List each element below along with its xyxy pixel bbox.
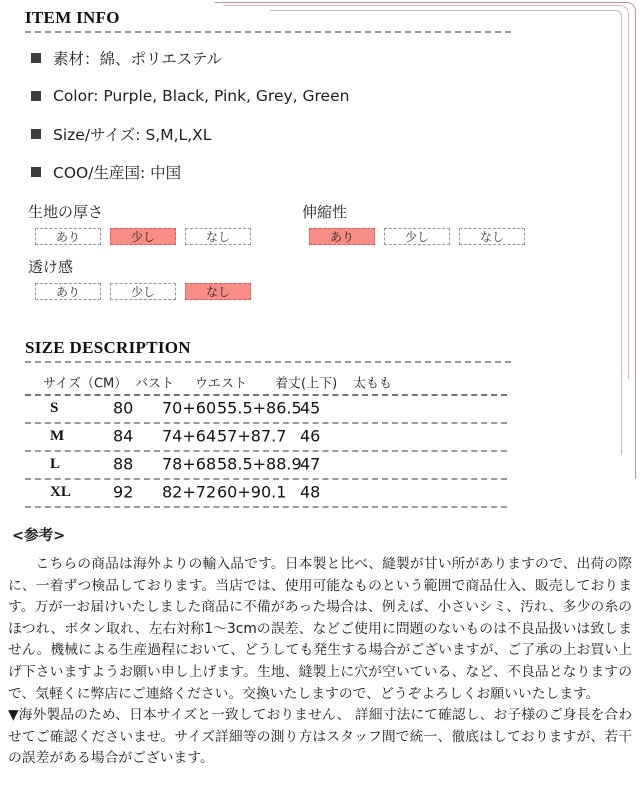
attr-option-selected: 少し — [110, 228, 176, 245]
size-table-header-row — [25, 371, 507, 396]
size-table-row-s — [25, 396, 507, 424]
attr-option: あり — [35, 228, 101, 245]
attr-option-selected: なし — [185, 283, 251, 300]
size-table-cell: 70+60 — [162, 398, 217, 418]
size-table-cell: 74+64 — [162, 426, 217, 446]
size-table-cell: 55.5+86.5 — [217, 398, 302, 418]
attr-label: 伸縮性 — [302, 203, 348, 221]
size-table-cell: 45 — [300, 398, 321, 418]
square-bullet-icon — [31, 91, 41, 101]
size-table-cell: M — [50, 427, 65, 444]
size-table-row-l — [25, 452, 507, 480]
item-info-title: ITEM INFO — [25, 8, 511, 33]
square-bullet-icon — [31, 167, 41, 177]
bullet-item-label: Size/サイズ: S,M,L,XL — [53, 126, 212, 144]
attr-options — [302, 228, 640, 245]
size-table-cell: 48 — [300, 482, 321, 502]
size-table-cell: XL — [50, 483, 71, 500]
attr-label: 透け感 — [28, 258, 74, 276]
attr-option-selected: あり — [309, 228, 375, 245]
square-bullet-icon — [31, 53, 41, 63]
attr-group-stretch — [302, 201, 640, 245]
reference-section — [8, 524, 632, 770]
bullet-item-label: Color: Purple, Black, Pink, Grey, Green — [53, 87, 350, 105]
item-info-list — [31, 49, 511, 181]
size-table-header: 太もも — [353, 376, 393, 392]
size-table-header: サイズ（CM） — [43, 376, 128, 392]
size-description-section — [25, 338, 511, 508]
attr-group-sheerness — [28, 256, 302, 300]
size-table — [25, 371, 507, 508]
bullet-item-material — [31, 49, 511, 67]
attr-option: なし — [459, 228, 525, 245]
size-table-cell: L — [50, 455, 61, 472]
size-table-header: バスト — [135, 376, 175, 392]
size-table-cell: 57+87.7 — [217, 426, 287, 446]
reference-title: <参考> — [12, 528, 66, 544]
attr-label: 生地の厚さ — [28, 203, 104, 221]
bullet-item-coo — [31, 163, 511, 181]
bullet-item-label: 素材：綿、ポリエステル — [53, 50, 223, 68]
size-table-cell: 80 — [113, 398, 134, 418]
reference-paragraph: こちらの商品は海外よりの輸入品です。日本製と比べ、縫製が甘い所がありますので、出荷の際に、一着ずつ検品しております。当店では、使用可能なものという範囲で商品仕入、販売しております。万が一お届けいたしました商品に不備があった場合は、例えば、小さいシミ、汚れ、多少の糸のほつれ、ボタン取れ、左右対称1～3cmの誤差、などご使用に問題のないものは不良品扱いは致しません。機械による生産過程において、どうしても発生する場合がございますが、ご了承の上お買い上げ下さいますようお願い申し上げます。生地、縫製上に穴が空いている、など、不良品となりますので、気軽くに弊店にご連絡ください。交換いたしますので、どうぞよろしくお願いいたします。 — [8, 556, 632, 702]
bullet-item-label: COO/生産国: 中国 — [53, 164, 182, 182]
square-bullet-icon — [31, 129, 41, 139]
size-table-cell: 60+90.1 — [217, 482, 287, 502]
attr-group-thickness — [28, 201, 302, 245]
size-table-cell: 88 — [113, 454, 134, 474]
size-table-cell: 82+72 — [162, 482, 217, 502]
size-table-row-xl — [25, 480, 507, 508]
reference-paragraph: ▼海外製品のため、日本サイズと一致しておりません、 詳細寸法にて確認し、お子様のご身長を合わせてご確認くださいませ。サイズ詳細等の測り方はスタッフ間で統一、徹底はしておりますが、若干の誤差がある場合がございます。 — [8, 707, 632, 767]
bullet-item-size — [31, 125, 511, 143]
size-table-cell: S — [50, 399, 59, 416]
fabric-attributes — [28, 201, 640, 311]
size-table-cell: 84 — [113, 426, 134, 446]
size-table-cell: 92 — [113, 482, 134, 502]
attr-options — [28, 283, 302, 300]
attr-options — [28, 228, 302, 245]
size-table-header: 着丈(上下) — [275, 376, 338, 392]
size-table-cell: 47 — [300, 454, 321, 474]
bullet-item-color — [31, 87, 511, 105]
size-table-cell: 58.5+88.9 — [217, 454, 302, 474]
attr-option: あり — [35, 283, 101, 300]
size-table-header: ウエスト — [195, 376, 248, 392]
size-table-cell: 78+68 — [162, 454, 217, 474]
size-description-title: SIZE DESCRIPTION — [25, 338, 511, 363]
attr-option: 少し — [110, 283, 176, 300]
size-table-cell: 46 — [300, 426, 321, 446]
item-info-section — [25, 8, 511, 181]
size-table-row-m — [25, 424, 507, 452]
attr-option: なし — [185, 228, 251, 245]
attr-option: 少し — [384, 228, 450, 245]
